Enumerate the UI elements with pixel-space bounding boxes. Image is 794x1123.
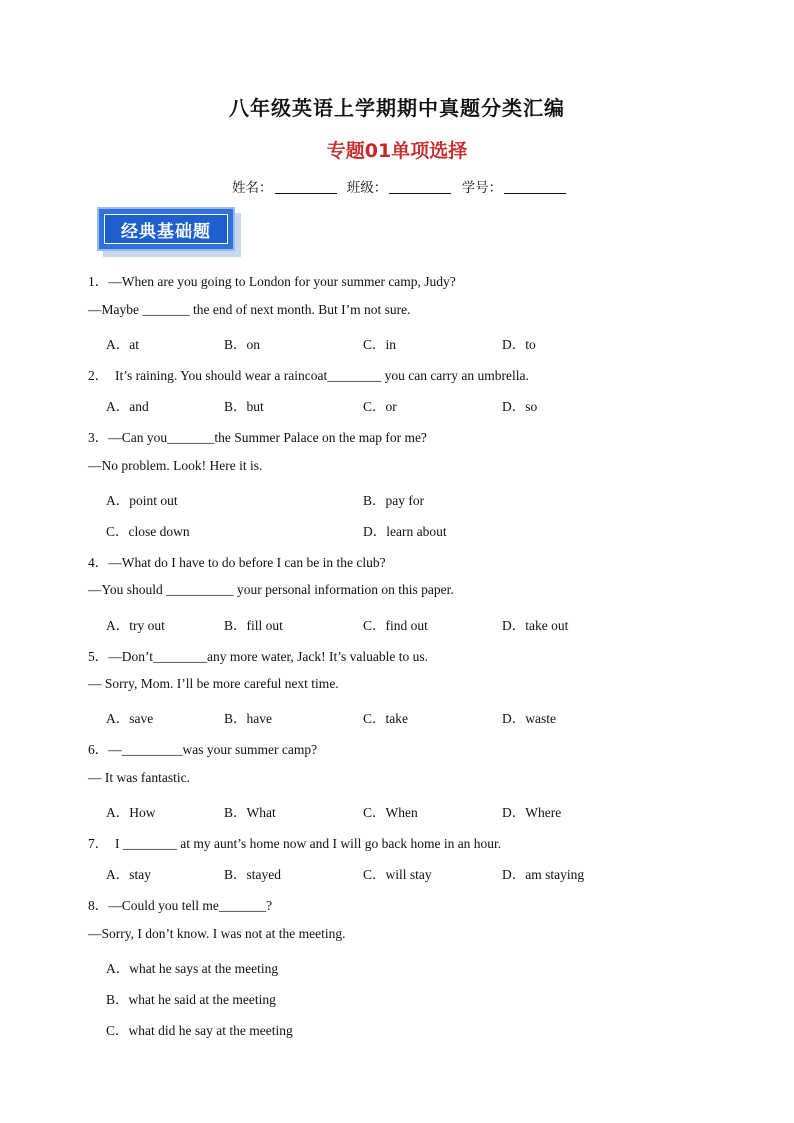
q5-option-d[interactable]: D．waste — [502, 711, 556, 726]
question-5-line-2: — Sorry, Mom. I’ll be more careful next time. — [88, 676, 339, 691]
question-number: 5． — [88, 649, 109, 664]
question-text: —When are you going to London for your summer camp, Judy? — [108, 274, 456, 289]
badge-frame — [97, 207, 235, 251]
q1-option-b[interactable]: B．on — [224, 337, 261, 352]
q5-option-b[interactable]: B．have — [224, 711, 272, 726]
id-label: 学号： — [461, 180, 503, 196]
question-number: 8． — [88, 898, 109, 913]
q1-option-d[interactable]: D．to — [502, 337, 536, 352]
q7-option-c[interactable]: C．will stay — [363, 867, 432, 882]
badge-label: 经典基础题 — [121, 221, 211, 242]
question-number: 4． — [88, 555, 109, 570]
name-label: 姓名： — [232, 180, 273, 196]
question-number: 2． — [88, 368, 109, 383]
q3-option-c[interactable]: C．close down — [106, 524, 190, 539]
q6-option-b[interactable]: B．What — [224, 805, 276, 820]
question-text: It’s raining. You should wear a raincoat________ you can carry an umbrella. — [108, 368, 529, 383]
q6-option-d[interactable]: D．Where — [502, 805, 562, 820]
class-label: 班级： — [346, 180, 388, 196]
question-6-line-1 — [88, 738, 317, 758]
class-blank[interactable] — [389, 181, 451, 194]
question-1-line-1 — [88, 270, 456, 290]
question-text: —Don’t________any more water, Jack! It’s valuable to us. — [108, 649, 429, 664]
question-8-line-1 — [88, 894, 272, 914]
q3-option-a[interactable]: A．point out — [106, 493, 178, 508]
q8-option-b[interactable]: B．what he said at the meeting — [106, 992, 276, 1007]
question-text: I ________ at my aunt’s home now and I will go back home in an hour. — [108, 836, 502, 851]
question-3-line-1 — [88, 426, 427, 446]
q6-option-c[interactable]: C．When — [363, 805, 418, 820]
student-info-row — [232, 176, 572, 196]
q4-option-d[interactable]: D．take out — [502, 618, 569, 633]
q4-option-a[interactable]: A．try out — [106, 618, 165, 633]
question-4-line-2: —You should __________ your personal information on this paper. — [88, 582, 454, 597]
question-4-line-1 — [88, 551, 386, 571]
q3-option-b[interactable]: B．pay for — [363, 493, 425, 508]
badge-inner — [104, 214, 228, 244]
q2-option-c[interactable]: C．or — [363, 399, 397, 414]
q8-option-c[interactable]: C．what did he say at the meeting — [106, 1023, 293, 1038]
question-text: —What do I have to do before I can be in the club? — [108, 555, 386, 570]
question-2-line-1 — [88, 364, 529, 384]
question-number: 6． — [88, 742, 109, 757]
q4-option-c[interactable]: C．find out — [363, 618, 428, 633]
id-blank[interactable] — [504, 181, 566, 194]
section-badge — [97, 207, 241, 257]
q1-option-a[interactable]: A．at — [106, 337, 139, 352]
q2-option-a[interactable]: A．and — [106, 399, 149, 414]
q7-option-a[interactable]: A．stay — [106, 867, 151, 882]
question-1-line-2: —Maybe _______ the end of next month. But I’m not sure. — [88, 302, 411, 317]
question-5-line-1 — [88, 645, 428, 665]
question-text: —Can you_______the Summer Palace on the map for me? — [108, 430, 427, 445]
q4-option-b[interactable]: B．fill out — [224, 618, 283, 633]
page-subtitle: 专题01单项选择 — [326, 140, 468, 162]
question-number: 3． — [88, 430, 109, 445]
q3-option-d[interactable]: D．learn about — [363, 524, 447, 539]
q5-option-a[interactable]: A．save — [106, 711, 154, 726]
q5-option-c[interactable]: C．take — [363, 711, 408, 726]
question-text: —_________was your summer camp? — [108, 742, 318, 757]
q8-option-a[interactable]: A．what he says at the meeting — [106, 961, 279, 976]
question-number: 7． — [88, 836, 109, 851]
q2-option-d[interactable]: D．so — [502, 399, 538, 414]
q1-option-c[interactable]: C．in — [363, 337, 397, 352]
question-6-line-2: — It was fantastic. — [88, 770, 190, 785]
page-title: 八年级英语上学期期中真题分类汇编 — [229, 96, 565, 120]
q6-option-a[interactable]: A．How — [106, 805, 156, 820]
q2-option-b[interactable]: B．but — [224, 399, 264, 414]
name-blank[interactable] — [275, 181, 337, 194]
question-8-line-2: —Sorry, I don’t know. I was not at the meeting. — [88, 926, 346, 941]
question-3-line-2: —No problem. Look! Here it is. — [88, 458, 263, 473]
q7-option-b[interactable]: B．stayed — [224, 867, 281, 882]
question-text: —Could you tell me_______? — [108, 898, 273, 913]
question-7-line-1 — [88, 832, 501, 852]
q7-option-d[interactable]: D．am staying — [502, 867, 585, 882]
question-number: 1． — [88, 274, 109, 289]
